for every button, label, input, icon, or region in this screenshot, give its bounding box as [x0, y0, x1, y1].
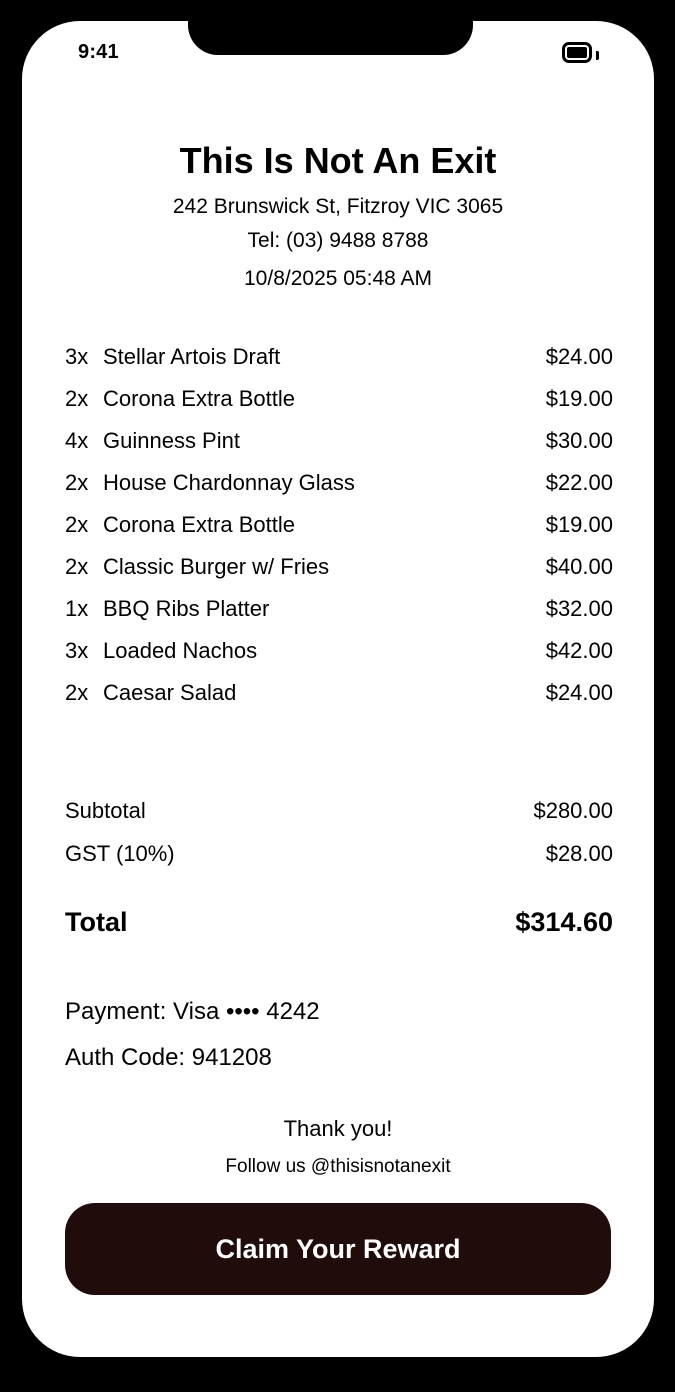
item-quantity: 1x: [65, 596, 89, 621]
subtotal-label: Subtotal: [65, 797, 146, 823]
item-row: [65, 420, 613, 462]
item-quantity: 3x: [65, 638, 89, 663]
item-name: Stellar Artois Draft: [103, 344, 281, 369]
tax-row: [65, 832, 613, 875]
item-row: [65, 630, 613, 672]
tax-value: $28.00: [545, 840, 613, 866]
item-name: House Chardonnay Glass: [103, 470, 355, 495]
item-quantity: 4x: [65, 428, 89, 453]
item-name: Classic Burger w/ Fries: [103, 554, 330, 579]
claim-reward-button[interactable]: Claim Your Reward: [65, 1203, 611, 1295]
totals-section: [65, 789, 613, 875]
item-quantity: 2x: [65, 680, 89, 705]
item-name: Caesar Salad: [103, 680, 237, 705]
total-label: Total: [65, 906, 128, 937]
page-title: This Is Not An Exit: [179, 140, 497, 181]
item-row: [65, 462, 613, 504]
phone-notch: [188, 0, 473, 55]
tax-label: GST (10%): [65, 840, 175, 866]
item-price: $24.00: [545, 344, 613, 369]
item-quantity: 2x: [65, 386, 89, 411]
item-row: [65, 588, 613, 630]
subtotal-row: [65, 789, 613, 832]
item-row: [65, 504, 613, 546]
item-price: $32.00: [545, 596, 613, 621]
item-quantity: 3x: [65, 344, 89, 369]
shop-address: 242 Brunswick St, Fitzroy VIC 3065: [172, 195, 504, 218]
item-quantity: 2x: [65, 470, 89, 495]
items-list: [65, 336, 613, 714]
item-row: [65, 672, 613, 714]
subtotal-value: $280.00: [533, 797, 613, 823]
item-name: Guinness Pint: [103, 428, 240, 453]
item-price: $40.00: [545, 554, 613, 579]
item-row: [65, 546, 613, 588]
item-quantity: 2x: [65, 554, 89, 579]
item-price: $19.00: [545, 386, 613, 411]
grand-total-row: [65, 906, 613, 938]
item-price: $42.00: [545, 638, 613, 663]
item-name: BBQ Ribs Platter: [103, 596, 270, 621]
social-handle: Follow us @thisisnotanexit: [225, 1156, 451, 1177]
thank-you-message: Thank you!: [283, 1116, 393, 1141]
item-quantity: 2x: [65, 512, 89, 537]
auth-code: Auth Code: 941208: [65, 1044, 272, 1071]
item-price: $22.00: [545, 470, 613, 495]
item-row: [65, 378, 613, 420]
payment-section: [65, 989, 613, 1081]
item-row: [65, 336, 613, 378]
battery-fill: [567, 47, 587, 58]
item-price: $30.00: [545, 428, 613, 453]
phone-screen: [22, 21, 654, 1357]
status-bar-time: 9:41: [78, 41, 119, 63]
shop-phone: Tel: (03) 9488 8788: [247, 229, 429, 252]
receipt-datetime: 10/8/2025 05:48 AM: [244, 267, 432, 290]
item-name: Corona Extra Bottle: [103, 386, 295, 411]
item-price: $19.00: [545, 512, 613, 537]
payment-method: Payment: Visa •••• 4242: [65, 998, 320, 1025]
item-price: $24.00: [545, 680, 613, 705]
total-value: $314.60: [515, 906, 613, 937]
battery-icon: [562, 42, 592, 63]
battery-tip: [596, 51, 599, 60]
item-name: Corona Extra Bottle: [103, 512, 295, 537]
item-name: Loaded Nachos: [103, 638, 258, 663]
